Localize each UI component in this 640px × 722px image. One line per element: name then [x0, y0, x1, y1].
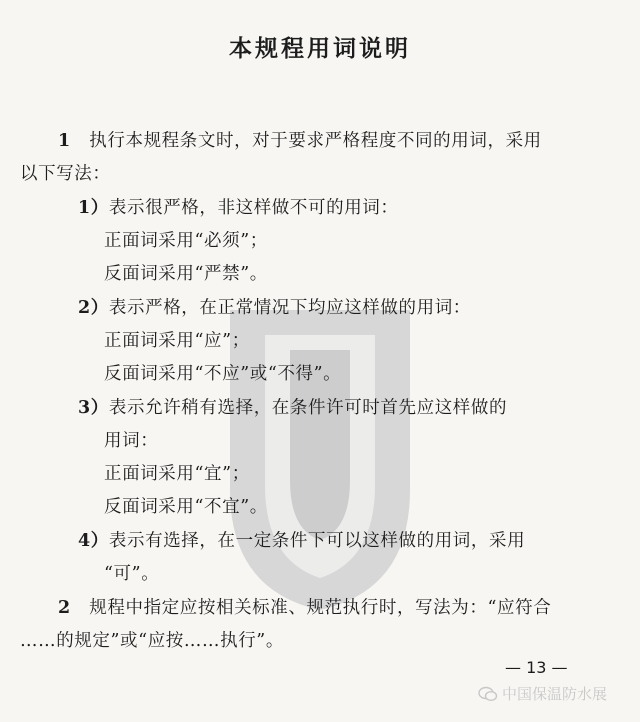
- item-2-line-1: [58, 597, 551, 619]
- sub-item-3-text-2: 用词：: [104, 431, 159, 451]
- brand-watermark: [478, 683, 607, 704]
- item-1-text: 执行本规程条文时，对于要求严格程度不同的用词，采用: [89, 131, 542, 151]
- item-2-line-2: ……的规定”或“应按……执行”。: [20, 631, 284, 651]
- item-1-line-1: [58, 130, 542, 152]
- page-number: — 13 —: [505, 658, 568, 677]
- sub-item-3-text: 表示允许稍有选择，在条件许可时首先应这样做的: [108, 398, 508, 418]
- sub-item-1: [78, 197, 399, 219]
- sub-item-1-text: 表示很严格，非这样做不可的用词：: [108, 198, 399, 218]
- sub-item-1-number: 1）: [78, 198, 109, 218]
- sub-item-3: [78, 397, 507, 419]
- sub-item-1-negative: 反面词采用“严禁”。: [104, 264, 268, 284]
- sub-item-3-positive: 正面词采用“宜”；: [104, 464, 250, 484]
- sub-item-3-negative: 反面词采用“不宜”。: [104, 497, 268, 517]
- sub-item-2: [78, 297, 471, 319]
- sub-item-3-number: 3）: [78, 398, 109, 418]
- sub-item-2-positive: 正面词采用“应”；: [104, 331, 250, 351]
- page-title: 本规程用词说明: [229, 36, 411, 62]
- item-2-text: 规程中指定应按相关标准、规范执行时，写法为：“应符合: [89, 598, 552, 618]
- wechat-icon: [478, 686, 498, 702]
- sub-item-4-text: 表示有选择，在一定条件下可以这样做的用词，采用: [108, 531, 526, 551]
- item-2-number: 2: [58, 598, 71, 618]
- sub-item-2-number: 2）: [78, 298, 109, 318]
- sub-item-4: [78, 530, 525, 552]
- sub-item-2-negative: 反面词采用“不应”或“不得”。: [104, 364, 342, 384]
- sub-item-4-text-2: “可”。: [104, 564, 160, 584]
- item-1-number: 1: [58, 131, 71, 151]
- item-1-line-2: 以下写法：: [20, 164, 111, 184]
- sub-item-4-number: 4）: [78, 531, 109, 551]
- sub-item-1-positive: 正面词采用“必须”；: [104, 231, 268, 251]
- sub-item-2-text: 表示严格，在正常情况下均应这样做的用词：: [108, 298, 471, 318]
- brand-text: 中国保温防水展: [502, 685, 608, 703]
